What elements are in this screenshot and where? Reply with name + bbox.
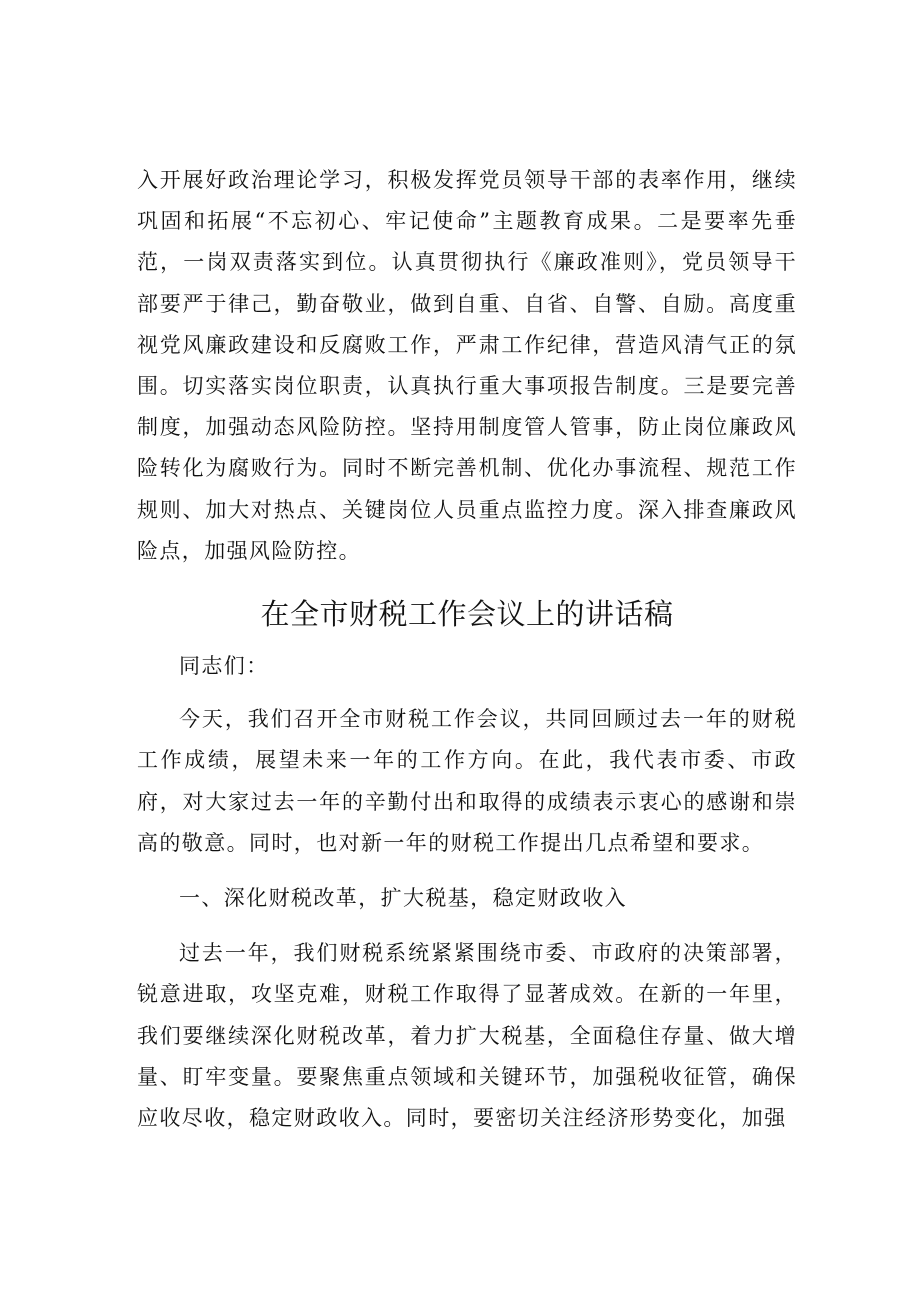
- intro-paragraph: 今天，我们召开全市财税工作会议，共同回顾过去一年的财税工作成绩，展望未来一年的工作方向。在此，我代表市委、市政府，对大家过去一年的辛勤付出和取得的成绩表示衷心的感谢和崇高的敬意。同时，也对新一年的财税工作提出几点希望和要求。: [137, 707, 797, 855]
- speech-title: 在全市财税工作会议上的讲话稿: [260, 597, 674, 632]
- document-body: [137, 160, 797, 1139]
- continuation-paragraph: 入开展好政治理论学习，积极发挥党员领导干部的表率作用，继续巩固和拓展“不忘初心、牢记使命”主题教育成果。二是要率先垂范，一岗双责落实到位。认真贯彻执行《廉政准则》，党员领导干部要严于律己，勤奋敬业，做到自重、自省、自警、自励。高度重视党风廉政建设和反腐败工作，严肃工作纪律，营造风清气正的氛围。切实落实岗位职责，认真执行重大事项报告制度。三是要完善制度，加强动态风险防控。坚持用制度管人管事，防止岗位廉政风险转化为腐败行为。同时不断完善机制、优化办事流程、规范工作规则、加大对热点、关键岗位人员重点监控力度。深入排查廉政风险点，加强风险防控。: [137, 168, 797, 563]
- salutation: 同志们：: [179, 654, 269, 679]
- section-heading: 一、深化财税改革，扩大税基，稳定财政收入: [179, 886, 627, 911]
- section-paragraph: 过去一年，我们财税系统紧紧围绕市委、市政府的决策部署，锐意进取，攻坚克难，财税工作取得了显著成效。在新的一年里，我们要继续深化财税改革，着力扩大税基，全面稳住存量、做大增量、盯牢变量。要聚焦重点领域和关键环节，加强税收征管，确保应收尽收，稳定财政收入。同时，要密切关注经济形势变化，加强: [137, 941, 797, 1131]
